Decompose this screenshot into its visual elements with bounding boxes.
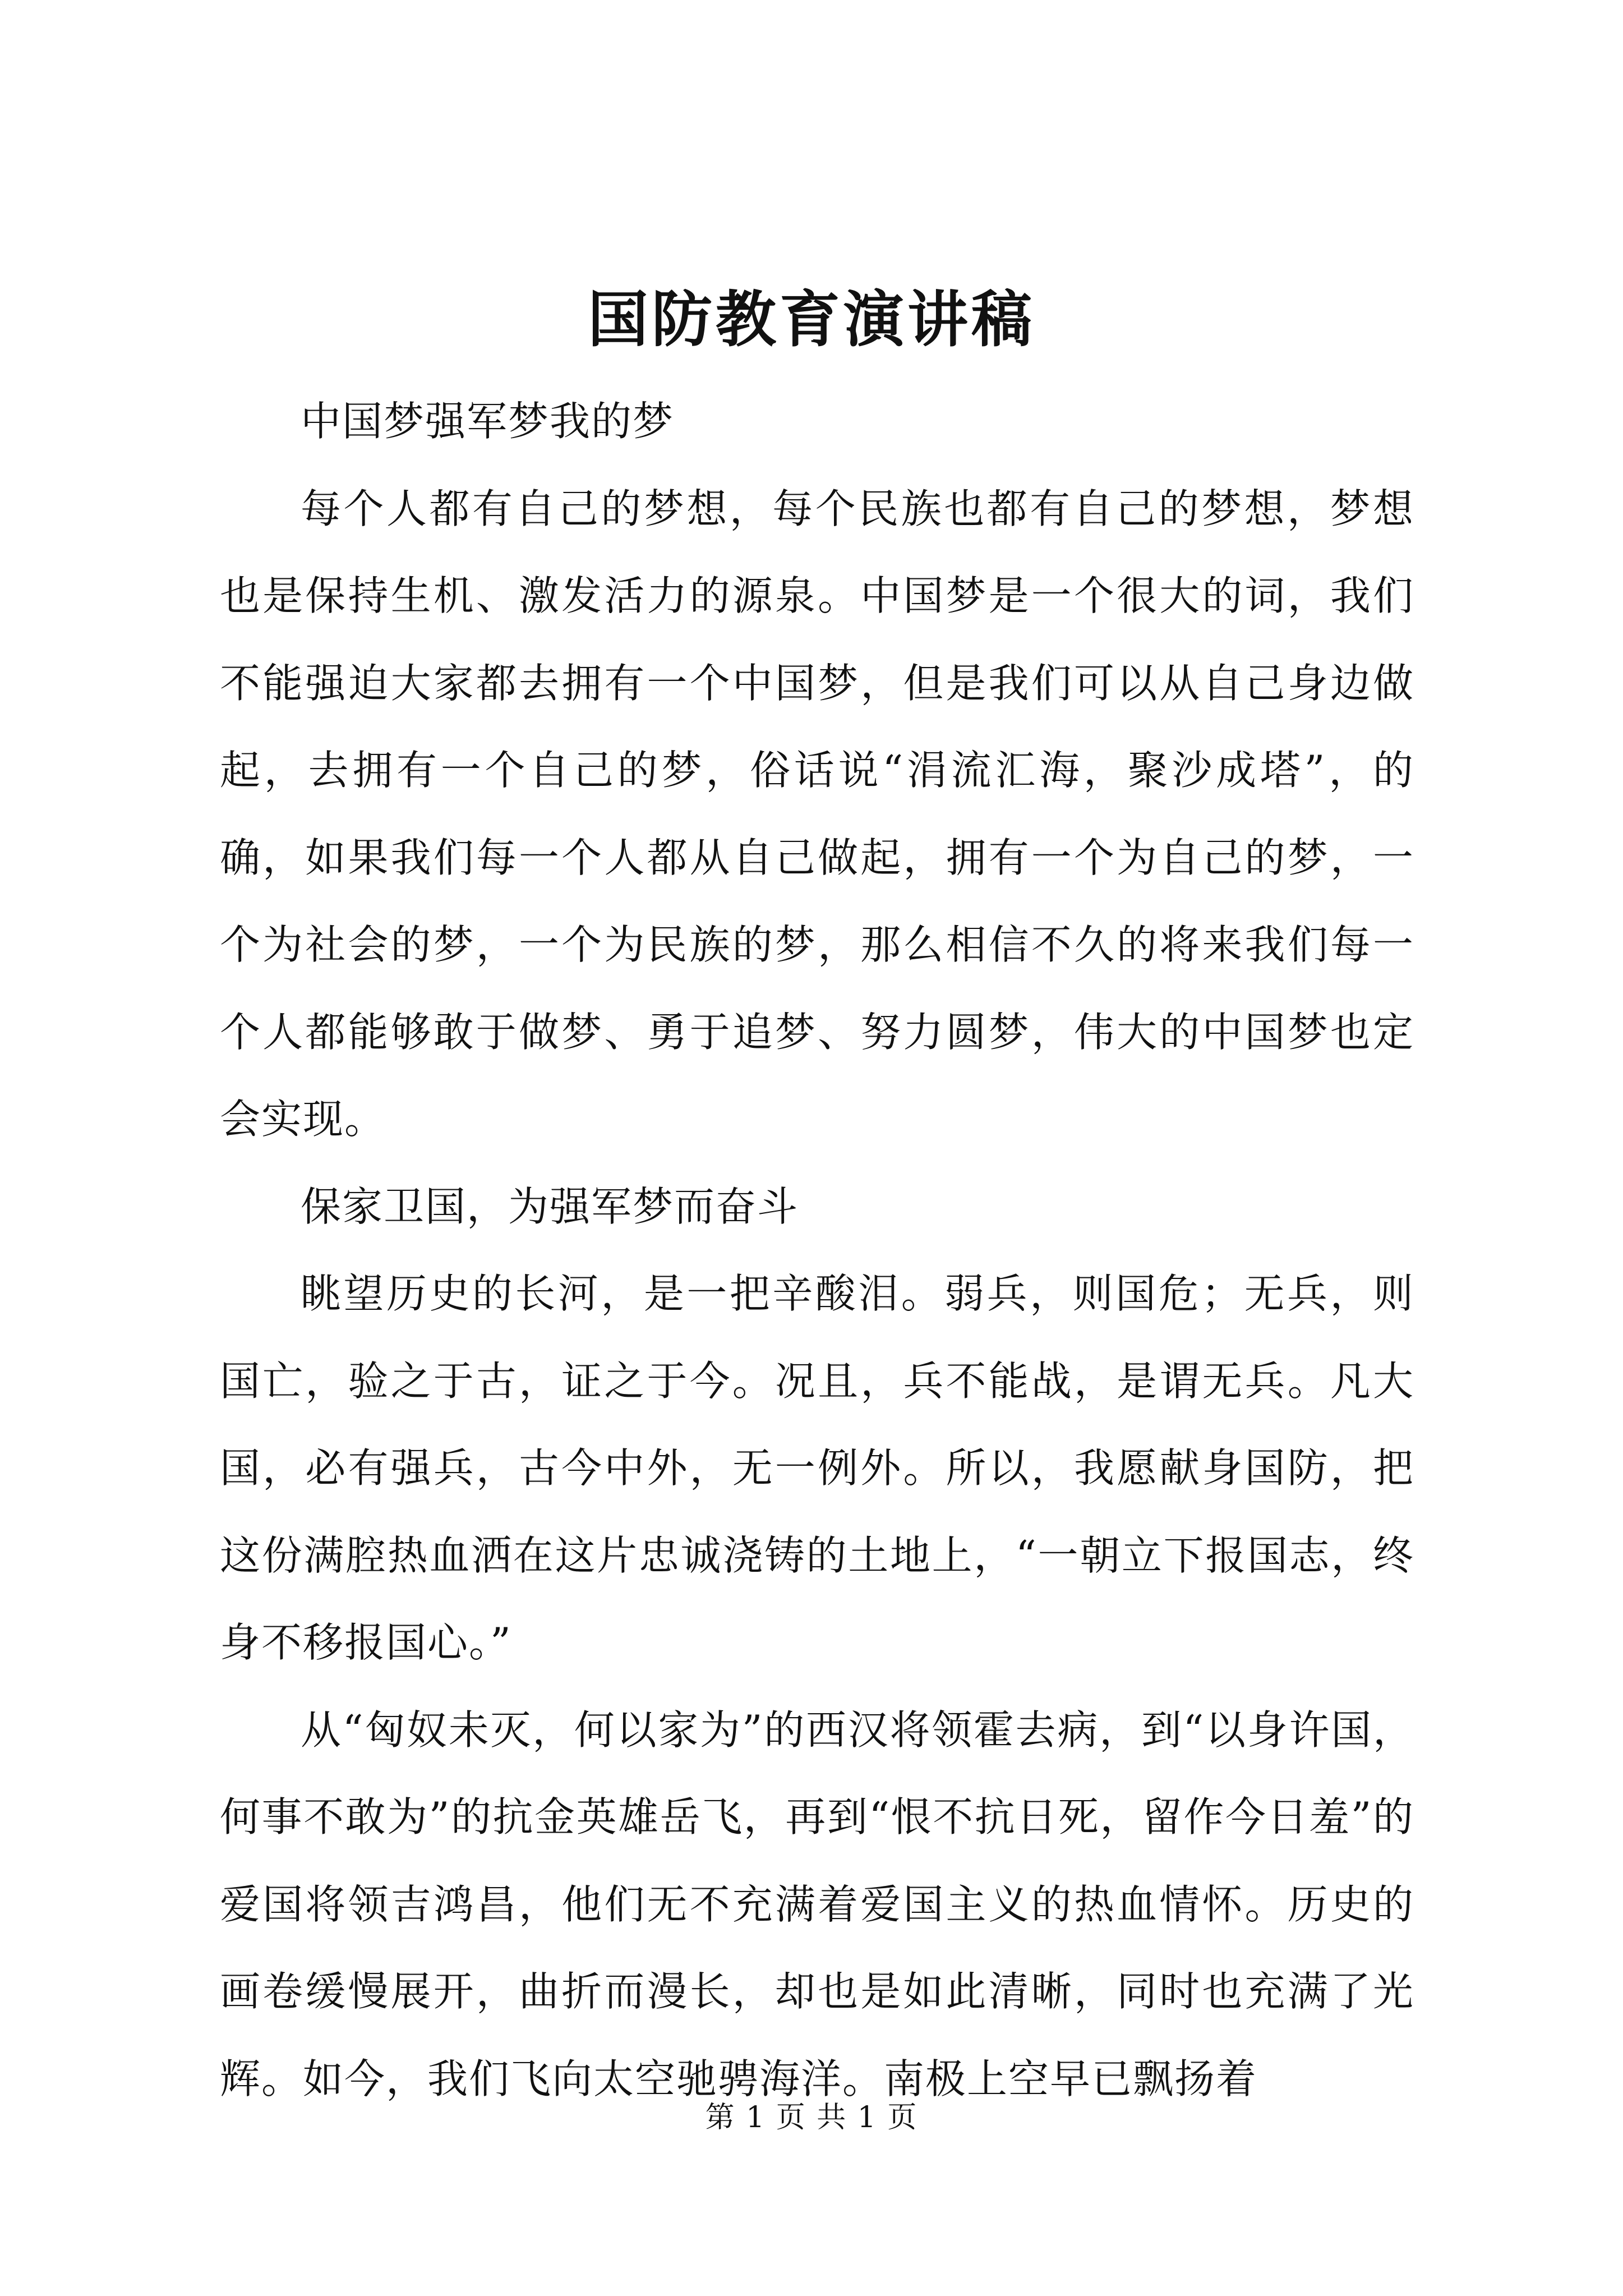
document-body — [220, 378, 1414, 2123]
paragraph-1: 每个人都有自己的梦想，每个民族也都有自己的梦想，梦想也是保持生机、激发活力的源泉。中国梦是一个很大的词，我们不能强迫大家都去拥有一个中国梦，但是我们可以从自己身边做起，去拥有一个自己的梦，俗话说“涓流汇海，聚沙成塔”，的确，如果我们每一个人都从自己做起，拥有一个为自己的梦，一个为社会的梦，一个为民族的梦，那么相信不久的将来我们每一个人都能够敢于做梦、勇于追梦、努力圆梦，伟大的中国梦也定会实现。 — [220, 485, 1414, 1143]
paragraph-2: 眺望历史的长河，是一把辛酸泪。弱兵，则国危；无兵，则国亡，验之于古，证之于今。况且，兵不能战，是谓无兵。凡大国，必有强兵，古今中外，无一例外。所以，我愿献身国防，把这份满腔热血洒在这片忠诚浇铸的土地上，“一朝立下报国志，终身不移报国心。” — [220, 1270, 1414, 1666]
paragraph-3: 从“匈奴未灭，何以家为”的西汉将领霍去病，到“以身许国，何事不敢为”的抗金英雄岳飞，再到“恨不抗日死，留作今日羞”的爱国将领吉鸿昌，他们无不充满着爱国主义的热血情怀。历史的画卷缓慢展开，曲折而漫长，却也是如此清晰，同时也充满了光辉。如今，我们飞向太空驰骋海洋。南极上空早已飘扬着 — [220, 1706, 1414, 2102]
paragraph-subtitle-1: 中国梦强军梦我的梦 — [301, 398, 675, 445]
paragraph-subtitle-2: 保家卫国，为强军梦而奋斗 — [301, 1182, 799, 1230]
document-title: 国防教育演讲稿 — [587, 284, 1035, 355]
page-footer: 第 1 页 共 1 页 — [705, 2101, 918, 2134]
